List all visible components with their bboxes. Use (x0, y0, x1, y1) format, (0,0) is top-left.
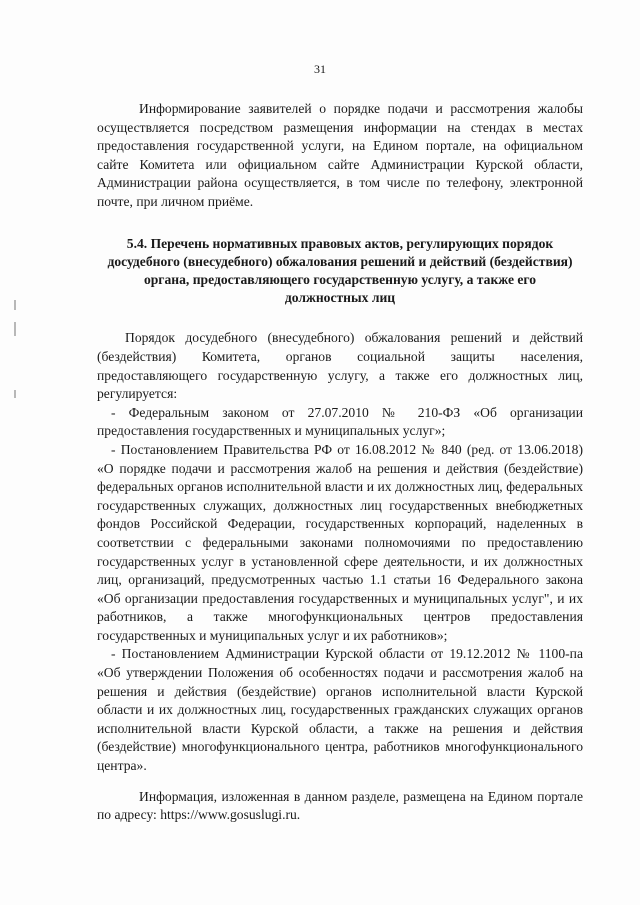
final-paragraph: Информация, изложенная в данном разделе, размещена на Едином портале по адресу: https://www.gosuslugi.ru. (97, 788, 583, 823)
list-item-government-resolution: - Постановлением Правительства РФ от 16.08.2012 № 840 (ред. от 13.06.2018) «О порядке подачи и рассмотрения жалоб на решения и действия (бездействие) федеральных органов исполнительной власти и их должностных лиц, федеральных государственных служащих, должностных лиц государственных внебюджетных фондов Российской Федерации, государственных корпораций, наделенных в соответствии с федеральными законами полномочиями по предоставлению государственных услуг в установленной сфере деятельности, и их должностных лиц, организаций, предусмотренных частью 1.1 статьи 16 Федерального закона «Об организации предоставления государственных и муниципальных услуг", и их работников, а также многофункциональных центров предоставления государственных и муниципальных услуг и их работников»; (97, 441, 583, 643)
list-item-kursk-resolution: - Постановлением Администрации Курской области от 19.12.2012 № 1100-па «Об утверждении Положения об особенностях подачи и рассмотрения жалоб на решения и действия (бездействие) органов исполнительной власти Курской области и их должностных лиц, государственных гражданских служащих органов исполнительной власти Курской области, а также на решения и действия (бездействие) многофункционального центра, работников многофункционального центра». (97, 646, 583, 774)
scan-edge-mark (14, 390, 16, 398)
list-item-federal-law: - Федеральным законом от 27.07.2010 № 210-ФЗ «Об организации предоставления государственных и муниципальных услуг»; (97, 404, 583, 439)
scan-edge-mark (14, 322, 16, 336)
document-body (97, 100, 583, 825)
section-heading: 5.4. Перечень нормативных правовых актов, регулирующих порядок досудебного (внесудебного) обжалования решений и действий (бездействия) органа, предоставляющего государственную услугу, а также его должностных лиц (107, 235, 573, 306)
page-number: 31 (314, 62, 326, 76)
scan-edge-mark (14, 300, 16, 310)
intro-paragraph: Информирование заявителей о порядке подачи и рассмотрения жалобы осуществляется посредством размещения информации на стендах в местах предоставления государственной услуги, на Едином портале, на официальном сайте Комитета или официальном сайте Администрации Курской области, Администрации района осуществляется, в том числе по телефону, электронной почте, при личном приёме. (97, 101, 583, 209)
order-paragraph: Порядок досудебного (внесудебного) обжалования решений и действий (бездействия) Комитета, органов социальной защиты населения, предоставляющего государственную услугу, а также его должностных лиц, регулируется: (97, 330, 583, 402)
